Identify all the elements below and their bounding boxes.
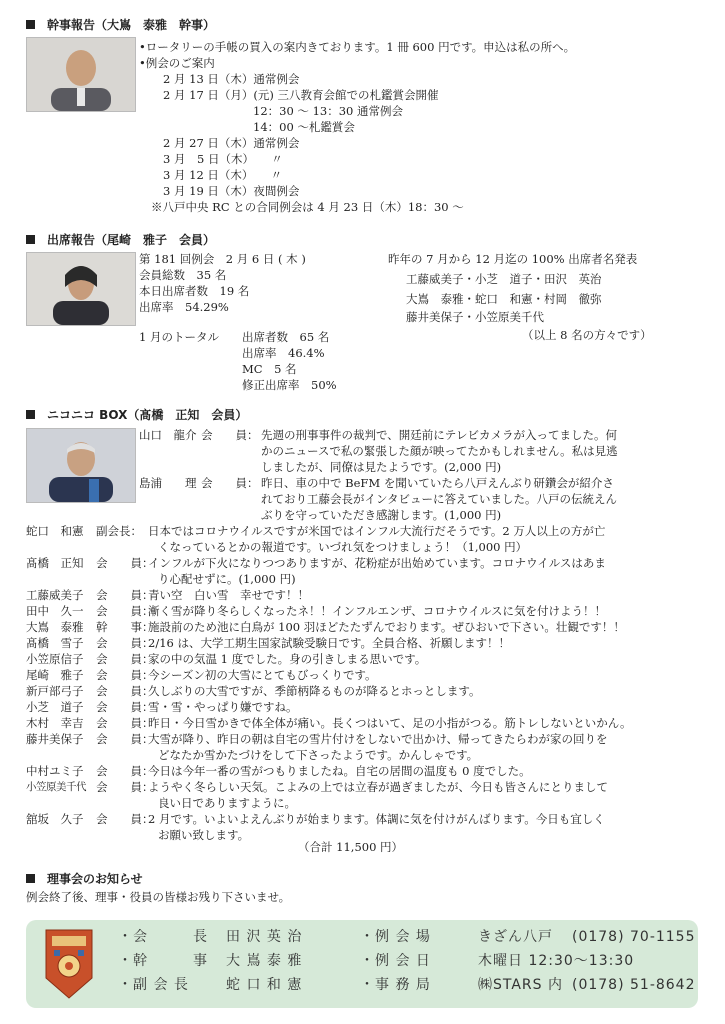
donor-message: かのニュースで私の緊張した顔が映ってたかもしれません。私は見逃: [261, 444, 618, 458]
donor-role: 会 員：: [96, 588, 154, 602]
donor-message: 久しぶりの大雪ですが、季節柄降るものが降るとホっとします。: [148, 684, 481, 698]
donor-role: 幹 事：: [96, 620, 154, 634]
footer-label: ・幹 事: [118, 953, 208, 969]
perfect-attendance-note: （以上 8 名の方々です）: [522, 328, 652, 342]
donor-name: 舘坂 久子: [26, 812, 84, 826]
donor-message: しましたが、同僚は見たようです。(2,000 円): [261, 460, 502, 474]
schedule-line: 12：30 ～ 13：30 通常例会: [253, 104, 403, 118]
donor-name: 山口 龍介: [139, 428, 197, 442]
footer-label: ・事 務 局: [360, 977, 431, 993]
donor-message: 大雪が降り、昨日の朝は自宅の雪片付けをしないで出かけ、帰ってきたらわが家の回りを: [148, 732, 608, 746]
schedule-line: 3 月 12 日（木） 〃: [163, 168, 283, 182]
donor-message: 2 月です。いよいよえんぶりが始まります。体調に気を付けがんばります。今日も宜しく: [148, 812, 605, 826]
monthly-total-label: 1 月のトータル: [139, 330, 219, 344]
donor-message: 日本ではコロナウイルスですが米国ではインフル大流行だそうです。2 万人以上の方が亡: [148, 524, 606, 538]
donor-role: 会 員：: [201, 476, 259, 490]
donor-role: 会 員：: [96, 604, 154, 618]
donor-name: 木村 幸吉: [26, 716, 84, 730]
perfect-attendance-names: 大嶌 泰雅・蛇口 和憲・村岡 徹弥: [406, 292, 602, 306]
donor-role: 会 員：: [96, 668, 154, 682]
board-text: 例会終了後、理事・役員の皆様お残り下さいませ。: [26, 890, 291, 904]
schedule-note: ※八戸中央 RC との合同例会は 4 月 23 日（木）18：30 ～: [151, 200, 464, 214]
perfect-attendance-title: 昨年の 7 月から 12 月迄の 100% 出席者名発表: [388, 252, 638, 266]
kanji-bullet-1: •ロータリーの手帳の買入の案内きております。1 冊 600 円です。申込は私の所へ。: [139, 40, 576, 54]
donor-message: 先週の刑事事件の裁判で、開廷前にテレビカメラが入ってました。何: [261, 428, 618, 442]
donor-message: 今シーズン初の大雪にとてもびっくりです。: [148, 668, 377, 682]
footer-label: ・会 長: [118, 929, 208, 945]
donor-message: 昨日、車の中で BeFM を聞いていたら八戸えんぶり研鑽会が紹介さ: [261, 476, 614, 490]
donor-role: 会 員：: [201, 428, 259, 442]
donor-name: 大嶌 泰雅: [26, 620, 84, 634]
niconico-photo: [26, 428, 136, 503]
donor-name: 藤井美保子: [26, 732, 84, 746]
donor-role: 会 員：: [96, 556, 154, 570]
donor-name: 中村ユミ子: [26, 764, 84, 778]
rotary-pennant-icon: [44, 928, 94, 1000]
donor-message: お願い致します。: [158, 828, 250, 842]
donor-message: 昨日・今日雪かきで体全体が痛い。長くつはいて、足の小指がつる。筋トレしないといかん。: [148, 716, 632, 730]
donor-message: インフルが下火になりつつありますが、花粉症が出始めています。コロナウイルスはあま: [148, 556, 606, 570]
footer-info-box: [26, 920, 698, 1008]
donor-role: 会 員：: [96, 700, 154, 714]
meeting-day: 木曜日 12:30～13:30: [478, 953, 635, 969]
donor-role: 会 員：: [96, 812, 154, 826]
donor-message: 雪・雪・やっぱり嫌ですね。: [148, 700, 298, 714]
donor-message: 施設前のため池に白鳥が 100 羽ほどたたずんでおります。ぜひおいで下さい。壮観です！！: [148, 620, 625, 634]
secretary-name: 大 嶌 泰 雅: [226, 953, 303, 969]
donor-message: 漸く雪が降り冬らしくなったネ！！インフルエンザ、コロナウイルスに気を付けよう！！: [148, 604, 607, 618]
donor-name: 小笠原美千代: [26, 781, 86, 793]
section-square-icon: [26, 20, 35, 29]
monthly-total-line: MC 5 名: [242, 362, 297, 376]
attendance-line: 会員総数 35 名: [139, 268, 227, 282]
attendance-line: 第 181 回例会 2 月 6 日 ( 木 ): [139, 252, 306, 266]
schedule-line: 2 月 17 日（月）(元) 三八教育会館での札鑑賞会開催: [163, 88, 439, 102]
perfect-attendance-names: 工藤威美子・小芝 道子・田沢 英治: [406, 272, 602, 286]
donor-name: 尾崎 雅子: [26, 668, 84, 682]
attendance-line: 出席率 54.29%: [139, 300, 229, 314]
schedule-line: 3 月 5 日（木） 〃: [163, 152, 283, 166]
monthly-total-line: 修正出席率 50%: [242, 378, 337, 392]
kanji-bullet-2: •例会のご案内: [139, 56, 215, 70]
donor-message: 青い空 白い雪 幸せです！！: [148, 588, 309, 602]
donor-name: 工藤威美子: [26, 588, 84, 602]
board-heading: 理事会のお知らせ: [26, 872, 143, 887]
donor-message: れており工藤会長がインタビューに答えていました。八戸の伝統えん: [261, 492, 618, 506]
niconico-heading: ニコニコ BOX（髙橋 正知 会員）: [26, 408, 247, 423]
office-phone: (0178) 51-8642: [572, 977, 696, 993]
niconico-total: （合計 11,500 円）: [298, 840, 404, 854]
donor-message: 良い日でありますように。: [158, 796, 296, 810]
donor-role: 会 員：: [96, 732, 154, 746]
schedule-line: 3 月 19 日（木）夜間例会: [163, 184, 300, 198]
kanji-report-heading: 幹事報告（大嶌 泰雅 幹事）: [26, 18, 215, 33]
donor-name: 小笠原信子: [26, 652, 84, 666]
attendance-photo: [26, 252, 136, 326]
donor-name: 田中 久一: [26, 604, 84, 618]
donor-name: 新戸部弓子: [26, 684, 84, 698]
donor-role: 副会長：: [96, 524, 142, 538]
donor-message: どなたか雪かたづけをして下さったようです。かんしゃです。: [158, 748, 479, 762]
donor-message: り心配せずに。(1,000 円): [158, 572, 296, 586]
office-name: ㈱STARS 内: [478, 977, 563, 993]
footer-label: ・例 会 日: [360, 953, 431, 969]
monthly-total-line: 出席者数 65 名: [242, 330, 330, 344]
donor-role: 会 員：: [96, 652, 154, 666]
donor-name: 蛇口 和憲: [26, 524, 84, 538]
perfect-attendance-names: 藤井美保子・小笠原美千代: [406, 310, 544, 324]
donor-message: ようやく冬らしい天気。こよみの上では立春が過ぎましたが、今日も皆さんにとりまして: [148, 780, 608, 794]
footer-label: ・例 会 場: [360, 929, 431, 945]
donor-name: 小芝 道子: [26, 700, 84, 714]
donor-name: 髙橋 正知: [26, 556, 84, 570]
donor-message: 家の中の気温 1 度でした。身の引きしまる思いです。: [148, 652, 427, 666]
donor-message: 2/16 は、大学工期生国家試験受験日です。全員合格、祈願します！！: [148, 636, 511, 650]
section-square-icon: [26, 410, 35, 419]
kanji-photo: [26, 37, 136, 112]
president-name: 田 沢 英 治: [226, 929, 303, 945]
schedule-line: 2 月 27 日（木）通常例会: [163, 136, 300, 150]
venue-phone: (0178) 70-1155: [572, 929, 696, 945]
monthly-total-line: 出席率 46.4%: [242, 346, 325, 360]
schedule-line: 14：00 ～札鑑賞会: [253, 120, 355, 134]
donor-role: 会 員：: [96, 684, 154, 698]
footer-label: ・副 会 長: [118, 977, 189, 993]
venue-name: きざん八戸: [478, 929, 553, 945]
donor-role: 会 員：: [96, 636, 154, 650]
schedule-line: 2 月 13 日（木）通常例会: [163, 72, 300, 86]
donor-name: 髙橋 雪子: [26, 636, 84, 650]
vice-president-name: 蛇 口 和 憲: [226, 977, 303, 993]
donor-role: 会 員：: [96, 764, 154, 778]
attendance-heading: 出席報告（尾崎 雅子 会員）: [26, 233, 215, 248]
section-square-icon: [26, 874, 35, 883]
donor-name: 島浦 理: [139, 476, 197, 490]
donor-message: くなっているとかの報道です。いづれ気をつけましょう！（1,000 円）: [158, 540, 528, 554]
donor-role: 会 員：: [96, 716, 154, 730]
attendance-line: 本日出席者数 19 名: [139, 284, 250, 298]
donor-role: 会 員：: [96, 780, 154, 794]
donor-message: ぶりを守っていただき感謝します。(1,000 円): [261, 508, 502, 522]
donor-message: 今日は今年一番の雪がつもりましたね。自宅の居間の温度も 0 度でした。: [148, 764, 531, 778]
section-square-icon: [26, 235, 35, 244]
